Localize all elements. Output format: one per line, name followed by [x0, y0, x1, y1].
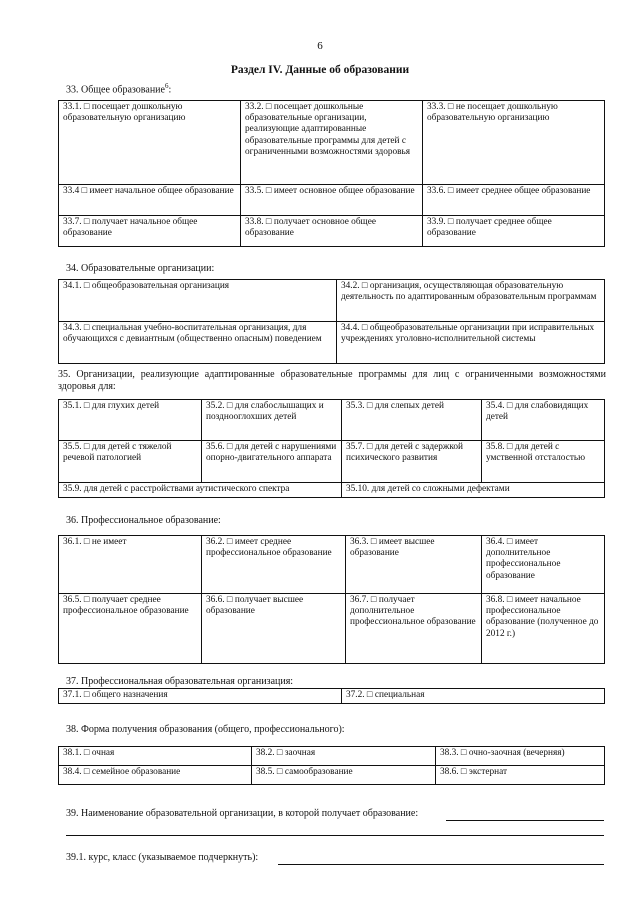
option-38-1[interactable]: 38.1. □ очная — [59, 747, 252, 766]
q33-table — [58, 100, 605, 247]
option-35-3[interactable]: 35.3. □ для слепых детей — [342, 400, 482, 441]
section-title: Раздел IV. Данные об образовании — [230, 64, 410, 76]
option-36-1[interactable]: 36.1. □ не имеет — [59, 536, 202, 594]
q35-table-a — [58, 399, 605, 483]
option-37-1[interactable]: 37.1. □ общего назначения — [59, 689, 342, 704]
option-35-5[interactable]: 35.5. □ для детей с тяжелой речевой патологией — [59, 441, 202, 483]
option-35-8[interactable]: 35.8. □ для детей с умственной отсталостью — [482, 441, 605, 483]
option-35-2[interactable]: 35.2. □ для слабослышащих и позднооглохших детей — [202, 400, 342, 441]
option-36-3[interactable]: 36.3. □ имеет высшее образование — [346, 536, 482, 594]
option-33-3[interactable]: 33.3. □ не посещает дошкольную образовательную организацию — [423, 101, 605, 185]
page-number: 6 — [317, 40, 323, 52]
q39-1-label: 39.1. курс, класс (указываемое подчеркнуть): — [66, 852, 259, 863]
q37-heading: 37. Профессиональная образовательная организация: — [66, 676, 294, 687]
option-38-5[interactable]: 38.5. □ самообразование — [252, 766, 436, 785]
option-36-7[interactable]: 36.7. □ получает дополнительное профессиональное образование — [346, 594, 482, 664]
q35-heading: 35. Организации, реализующие адаптированные образовательные программы для лиц с ограниченными возможностями здоровья для: — [58, 369, 606, 392]
option-33-6[interactable]: 33.6. □ имеет среднее общее образование — [423, 185, 605, 216]
option-38-3[interactable]: 38.3. □ очно-заочная (вечерняя) — [436, 747, 605, 766]
q33-heading: 33. Общее образование$^6$: — [66, 82, 172, 96]
q36-table — [58, 535, 605, 664]
option-35-1[interactable]: 35.1. □ для глухих детей — [59, 400, 202, 441]
q38-heading: 38. Форма получения образования (общего, профессионального): — [66, 724, 345, 735]
option-34-2[interactable]: 34.2. □ организация, осуществляющая образовательную деятельность по адаптированным образовательным программам — [337, 280, 605, 322]
option-33-8[interactable]: 33.8. □ получает основное общее образование — [241, 216, 423, 247]
option-34-3[interactable]: 34.3. □ специальная учебно-воспитательная организация, для обучающихся с девиантным (общественно опасным) поведением — [59, 322, 337, 364]
option-35-6[interactable]: 35.6. □ для детей с нарушениями опорно-двигательного аппарата — [202, 441, 342, 483]
option-33-4[interactable]: 33.4 □ имеет начальное общее образование — [59, 185, 241, 216]
q37-table — [58, 688, 605, 704]
option-38-6[interactable]: 38.6. □ экстернат — [436, 766, 605, 785]
option-33-2[interactable]: 33.2. □ посещает дошкольные образовательные организации, реализующие адаптированные образовательные программы для детей с ограниченными возможностями здоровья — [241, 101, 423, 185]
option-34-4[interactable]: 34.4. □ общеобразовательные организации при исправительных учреждениях уголовно-исполнительной системы — [337, 322, 605, 364]
q39-1-input-line[interactable] — [278, 864, 604, 865]
option-34-1[interactable]: 34.1. □ общеобразовательная организация — [59, 280, 337, 322]
option-36-8[interactable]: 36.8. □ имеет начальное профессиональное образование (полученное до 2012 г.) — [482, 594, 605, 664]
option-38-4[interactable]: 38.4. □ семейное образование — [59, 766, 252, 785]
option-35-4[interactable]: 35.4. □ для слабовидящих детей — [482, 400, 605, 441]
q34-heading: 34. Образовательные организации: — [66, 263, 215, 274]
option-33-1[interactable]: 33.1. □ посещает дошкольную образовательную организацию — [59, 101, 241, 185]
option-36-2[interactable]: 36.2. □ имеет среднее профессиональное образование — [202, 536, 346, 594]
q38-table — [58, 746, 605, 785]
option-35-9[interactable]: 35.9. для детей с расстройствами аутистического спектра — [59, 483, 342, 498]
option-33-7[interactable]: 33.7. □ получает начальное общее образование — [59, 216, 241, 247]
q39-label: 39. Наименование образовательной организации, в которой получает образование: — [66, 808, 419, 819]
q36-heading: 36. Профессиональное образование: — [66, 515, 221, 526]
option-35-10[interactable]: 35.10. для детей со сложными дефектами — [342, 483, 605, 498]
q39-input-line-2[interactable] — [66, 835, 604, 836]
q35-table-b — [58, 482, 605, 498]
option-38-2[interactable]: 38.2. □ заочная — [252, 747, 436, 766]
option-33-9[interactable]: 33.9. □ получает среднее общее образование — [423, 216, 605, 247]
option-37-2[interactable]: 37.2. □ специальная — [342, 689, 605, 704]
q39-input-line[interactable] — [446, 820, 604, 821]
option-36-5[interactable]: 36.5. □ получает среднее профессиональное образование — [59, 594, 202, 664]
option-35-7[interactable]: 35.7. □ для детей с задержкой психического развития — [342, 441, 482, 483]
option-36-6[interactable]: 36.6. □ получает высшее образование — [202, 594, 346, 664]
footnote-mark: 6 — [164, 82, 169, 90]
option-36-4[interactable]: 36.4. □ имеет дополнительное профессиональное образование — [482, 536, 605, 594]
q34-table — [58, 279, 605, 364]
option-33-5[interactable]: 33.5. □ имеет основное общее образование — [241, 185, 423, 216]
